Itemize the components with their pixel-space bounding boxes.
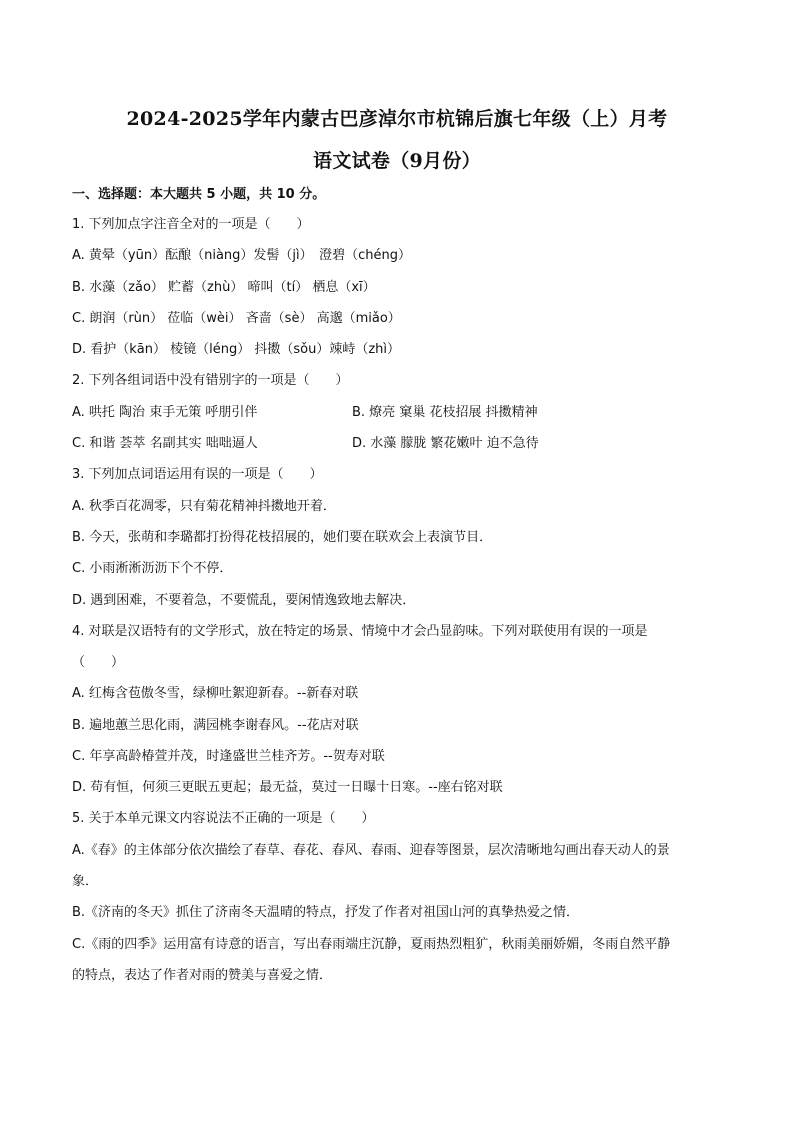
exam-title: 2024-2025学年内蒙古巴彦淖尔市杭锦后旗七年级（上）月考 [126, 108, 668, 130]
question-1-option-d: D. 看护（kān） 棱镜（léng） 抖擞（sǒu）竦峙（zhì） [72, 342, 401, 357]
question-5-option-c-continued: 的特点，表达了作者对雨的赞美与喜爱之情． [72, 968, 333, 983]
question-1-option-b: B. 水藻（zǎo） 贮蓄（zhù） 啼叫（tí） 栖息（xī） [72, 280, 376, 295]
question-2-stem: 2. 下列各组词语中没有错别字的一项是（ ） [72, 373, 349, 388]
question-4-option-c: C. 年享高龄椿萱并茂，时逢盛世兰桂齐芳。--贺寿对联 [72, 749, 385, 764]
question-2-option-c: C. 和谐 荟萃 名副其实 咄咄逼人 [72, 436, 258, 451]
question-3-option-c: C. 小雨淅淅沥沥下个不停． [72, 561, 233, 576]
question-5-option-a-continued: 象． [72, 874, 99, 889]
question-4-stem-continued: （ ） [72, 655, 125, 670]
question-1-option-a: A. 黄晕（yūn）酝酿（niàng）发髻（jì） 澄碧（chéng） [72, 248, 412, 263]
question-4-option-b: B. 遍地蕙兰思化雨，满园桃李谢春风。--花店对联 [72, 718, 359, 733]
question-5-option-b: B.《济南的冬天》抓住了济南冬天温晴的特点，抒发了作者对祖国山河的真挚热爱之情． [72, 905, 580, 920]
question-3-option-d: D. 遇到困难，不要着急，不要慌乱，要闲情逸致地去解决． [72, 593, 416, 608]
question-2-option-b: B. 燎亮 窠巢 花枝招展 抖擞精神 [352, 405, 538, 420]
question-1-option-c: C. 朗润（rùn） 莅临（wèi） 吝啬（sè） 高邈（miǎo） [72, 311, 401, 326]
question-3-option-a: A. 秋季百花凋零，只有菊花精神抖擞地开着． [72, 499, 336, 514]
question-5-stem: 5. 关于本单元课文内容说法不正确的一项是（ ） [72, 811, 375, 826]
question-2-option-a: A. 哄托 陶治 束手无策 呼朋引伴 [72, 405, 258, 420]
question-1-stem: 1. 下列加点字注音全对的一项是（ ） [72, 217, 310, 232]
section-heading: 一、选择题：本大题共 5 小题，共 10 分。 [72, 187, 326, 202]
question-5-option-a: A.《春》的主体部分依次描绘了春草、春花、春风、春雨、迎春等图景，层次清晰地勾画出春天动人的景 [72, 843, 670, 858]
question-4-stem: 4. 对联是汉语特有的文学形式，放在特定的场景、情境中才会凸显韵味。下列对联使用有误的一项是 [72, 624, 648, 639]
question-5-option-c: C.《雨的四季》运用富有诗意的语言，写出春雨端庄沉静，夏雨热烈粗犷，秋雨美丽娇媚，冬雨自然平静 [72, 937, 671, 952]
question-3-stem: 3. 下列加点词语运用有误的一项是（ ） [72, 467, 323, 482]
question-2-option-d: D. 水藻 朦胧 繁花嫩叶 迫不急待 [352, 436, 539, 451]
question-4-option-d: D. 苟有恒，何须三更眠五更起；最无益，莫过一日曝十日寒。--座右铭对联 [72, 780, 503, 795]
question-4-option-a: A. 红梅含苞傲冬雪，绿柳吐絮迎新春。--新春对联 [72, 686, 359, 701]
exam-subtitle: 语文试卷（9月份） [313, 150, 481, 172]
question-3-option-b: B. 今天，张萌和李璐都打扮得花枝招展的，她们要在联欢会上表演节目． [72, 530, 493, 545]
